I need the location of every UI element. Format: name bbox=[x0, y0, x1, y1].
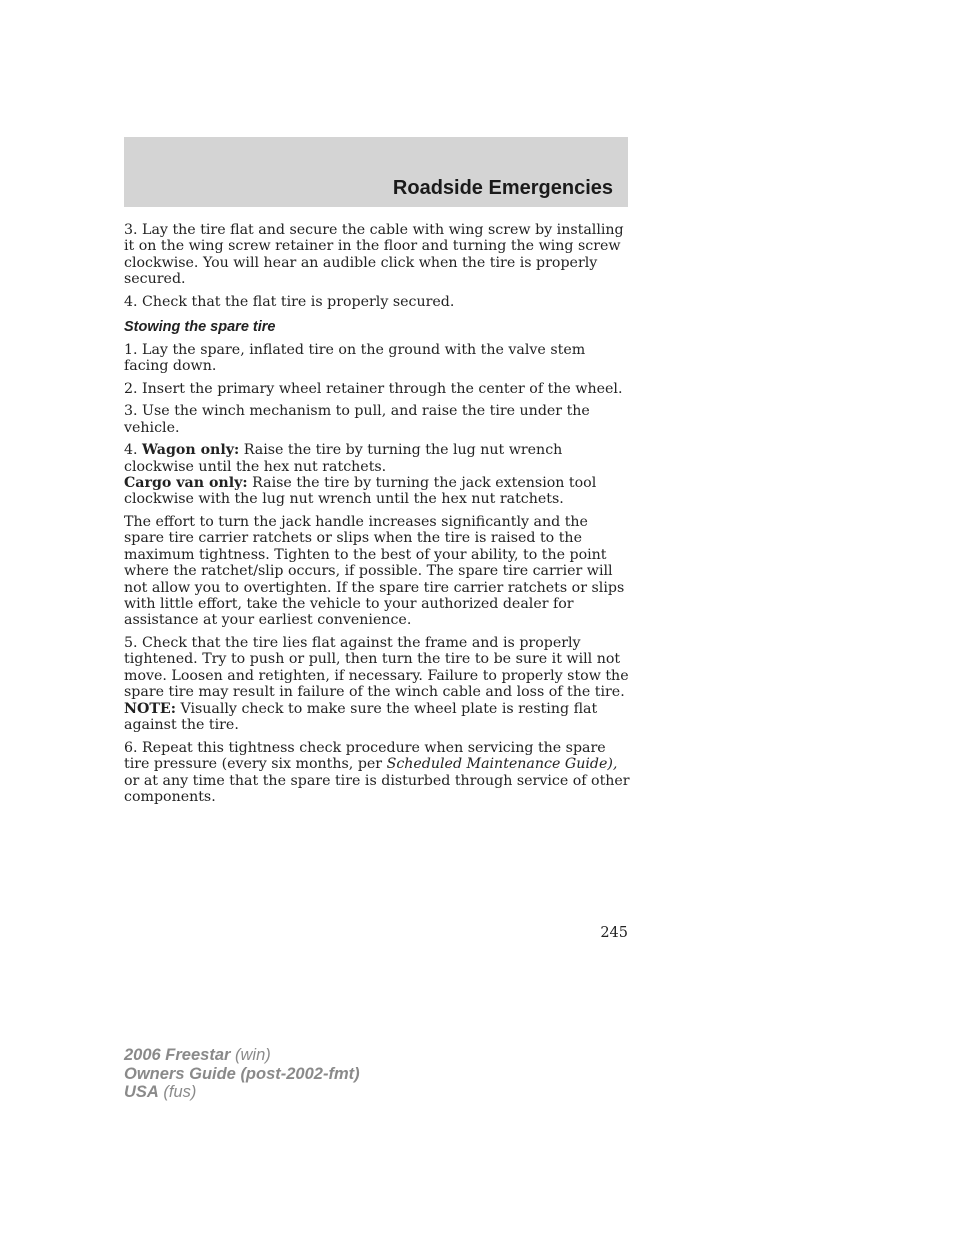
stow-step-5 bbox=[124, 635, 632, 733]
step-3-paragraph: 3. Lay the tire flat and secure the cable with wing screw by installing it on the wing screw retainer in the floor and turning the wing screw clockwise. You will hear an audible click when the tire is properly secured. bbox=[124, 222, 624, 288]
section-title: Roadside Emergencies bbox=[392, 177, 613, 199]
page-content bbox=[124, 222, 632, 812]
footer-market-code: (fus) bbox=[158, 1083, 197, 1101]
footer-line-2 bbox=[124, 1065, 360, 1084]
step-4-paragraph: 4. Check that the flat tire is properly secured. bbox=[124, 293, 455, 310]
stow-step-6-text-before: 6. Repeat this tightness check procedure when servicing the spare tire pressure (every six months, per bbox=[124, 739, 606, 773]
cargo-van-only-text: Raise the tire by turning the jack extension tool clockwise with the lug nut wrench until the hex nut ratchets. bbox=[124, 475, 597, 508]
wagon-only-text: Raise the tire by turning the lug nut wrench clockwise until the hex nut ratchets. bbox=[124, 442, 563, 475]
section-header-band bbox=[124, 137, 628, 207]
footer-line-1 bbox=[124, 1046, 360, 1065]
footer-line-3 bbox=[124, 1083, 360, 1102]
footer-market: USA bbox=[124, 1083, 159, 1101]
stow-step-3: 3. Use the winch mechanism to pull, and raise the tire under the vehicle. bbox=[124, 403, 590, 436]
stow-step-6 bbox=[124, 740, 632, 806]
subheading-stowing-spare-tire: Stowing the spare tire bbox=[124, 319, 276, 336]
wagon-only-label: Wagon only: bbox=[142, 442, 240, 459]
note-text: Visually check to make sure the wheel plate is resting flat against the tire. bbox=[124, 700, 598, 734]
stow-step-6-text-after: or at any time that the spare tire is disturbed through service of other components. bbox=[124, 772, 630, 805]
footer-model: 2006 Freestar bbox=[124, 1046, 231, 1064]
note-label: NOTE: bbox=[124, 700, 176, 717]
footer-model-code: (win) bbox=[230, 1046, 271, 1064]
stow-step-4-prefix: 4. bbox=[124, 442, 143, 459]
footer-guide-format: Owners Guide (post-2002-fmt) bbox=[124, 1064, 360, 1083]
page-number: 245 bbox=[600, 925, 628, 941]
stow-step-2: 2. Insert the primary wheel retainer through the center of the wheel. bbox=[124, 380, 623, 397]
stow-step-1: 1. Lay the spare, inflated tire on the ground with the valve stem facing down. bbox=[124, 341, 586, 375]
effort-paragraph: The effort to turn the jack handle increases significantly and the spare tire carrier ratchets or slips when the tire is raised to the maximum tightness. Tighten to the best of your ability, to the point where the ratchet/slip occurs, if possible. The spare tire carrier will not allow you to overtighten. If the spare tire carrier ratchets or slips with little effort, take the vehicle to your authorized dealer for assistance at your earliest convenience. bbox=[124, 514, 625, 629]
document-footer bbox=[124, 1046, 360, 1102]
stow-step-5-text: 5. Check that the tire lies flat against the frame and is properly tightened. Try to push or pull, then turn the tire to be sure it will not move. Loosen and retighten, if necessary. Failure to properly stow the spare tire may result in failure of the winch cable and loss of the tire. bbox=[124, 635, 629, 701]
cargo-van-only-label: Cargo van only: bbox=[124, 475, 248, 492]
stow-step-4 bbox=[124, 442, 632, 508]
scheduled-maintenance-guide-reference: Scheduled Maintenance Guide), bbox=[386, 756, 618, 773]
